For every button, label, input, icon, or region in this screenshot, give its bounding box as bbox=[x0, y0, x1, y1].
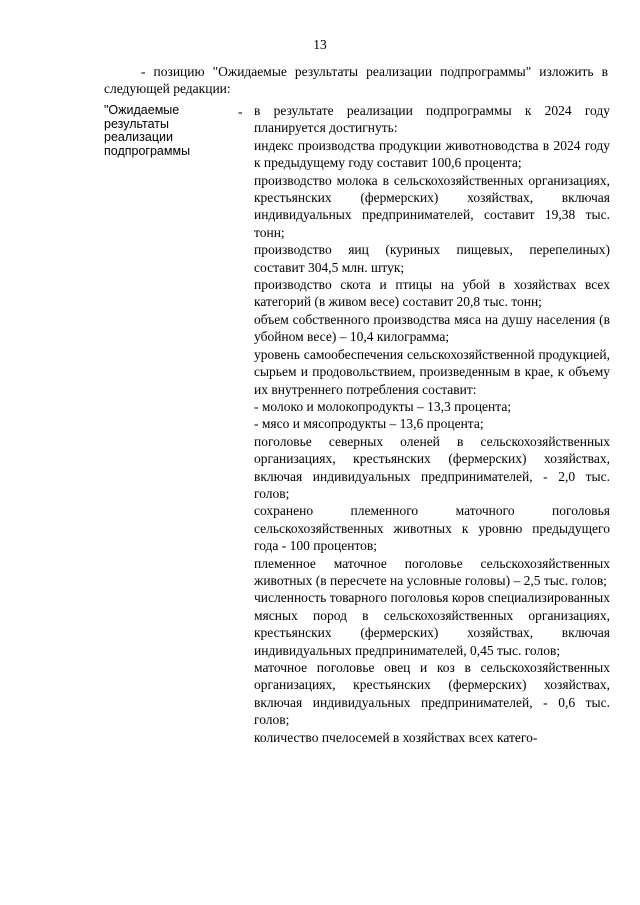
result-item: маточное поголовье овец и коз в сельскохозяйственных организациях, крестьянских (фермерских) хозяйствах, включая индивидуальных предпринимателей, - 0,6 тыс. голов; bbox=[254, 660, 610, 728]
result-item: - мясо и мясопродукты – 13,6 процента; bbox=[254, 416, 484, 432]
result-item: сохранено племенного маточного поголовья сельскохозяйственных животных к уровню предыдущего года - 100 процентов; bbox=[254, 503, 610, 554]
item-dash: - bbox=[238, 104, 243, 119]
result-item: в результате реализации подпрограммы к 2024 году планируется достигнуть: bbox=[254, 103, 610, 136]
result-item: объем собственного производства мяса на душу населения (в убойном весе) – 10,4 килограмма; bbox=[254, 311, 610, 345]
expected-results-list bbox=[254, 102, 610, 746]
page-number: 13 bbox=[313, 37, 327, 52]
result-item: количество пчелосемей в хозяйствах всех катего- bbox=[254, 729, 538, 745]
result-item: производство яиц (куриных пищевых, перепелиных) составит 304,5 млн. штук; bbox=[254, 242, 610, 275]
result-item: поголовье северных оленей в сельскохозяйственных организациях, крестьянских (фермерских) хозяйствах, включая индивидуальных предпринимателей, - 2,0 тыс. голов; bbox=[254, 433, 610, 501]
result-item: уровень самообеспечения сельскохозяйственной продукцией, сырьем и продовольствием, произведенным в крае, к объему их внутреннего потребления составит: bbox=[254, 346, 610, 397]
result-item: индекс производства продукции животноводства в 2024 году к предыдущему году составит 100,6 процента; bbox=[254, 137, 610, 171]
position-title-cell: "Ожидаемые результаты реализации подпрограммы bbox=[104, 103, 191, 158]
result-item: производство молока в сельскохозяйственных организациях, крестьянских (фермерских) хозяйствах, включая индивидуальных предпринимателей, составит 19,38 тыс. тонн; bbox=[254, 172, 610, 240]
result-item: численность товарного поголовья коров специализированных мясных пород в сельскохозяйственных организациях, крестьянских (фермерских) хозяйствах, включая индивидуальных предпринимателей, 0,45 тыс. голов; bbox=[254, 590, 610, 658]
result-item: племенное маточное поголовье сельскохозяйственных животных (в пересчете на условные головы) – 2,5 тыс. голов; bbox=[254, 555, 610, 588]
result-item: производство скота и птицы на убой в хозяйствах всех категорий (в живом весе) составит 20,8 тыс. тонн; bbox=[254, 277, 610, 310]
intro-paragraph: - позицию "Ожидаемые результаты реализации подпрограммы" изложить в следующей редакции: bbox=[104, 64, 608, 96]
result-item: - молоко и молокопродукты – 13,3 процента; bbox=[254, 398, 512, 414]
